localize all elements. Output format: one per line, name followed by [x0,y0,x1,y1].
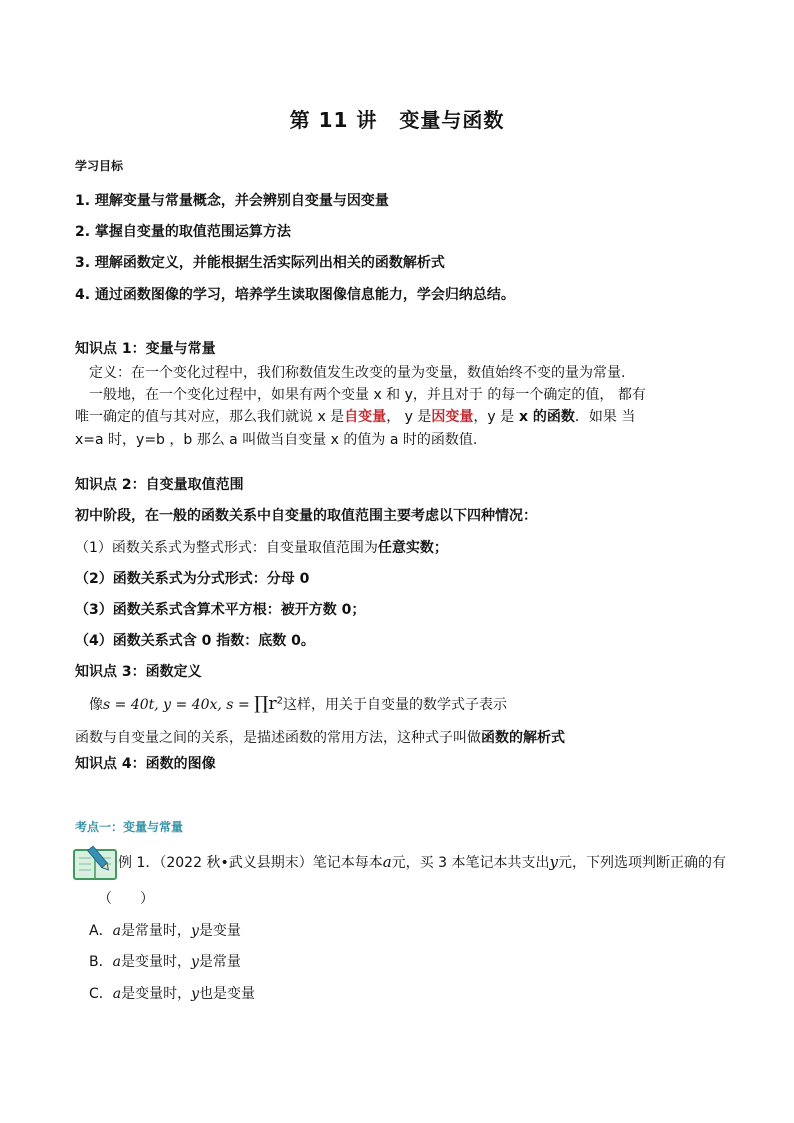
kp3-formula-r: r [268,694,277,714]
option-text: 是变量 [198,923,241,939]
kp2-item: （4）函数关系式含 0 指数：底数 0。 [75,633,315,649]
answer-parentheses: （ ） [98,891,154,907]
kp1-text: ， y 是 [386,409,432,425]
var-y: y [549,853,558,871]
kp3-text: 这样，用关于自变量的数学式子表示 [282,697,507,713]
option-text: 是变量时， [121,986,192,1002]
var-a: a [112,954,121,970]
var-a: a [112,923,121,939]
kp4-heading: 知识点 4：函数的图像 [75,756,216,772]
goals-heading: 学习目标 [75,159,124,173]
kp2-intro: 初中阶段，在一般的函数关系中自变量的取值范围主要考虑以下四种情况： [75,508,537,524]
analytic-expression-term: 函数的解析式 [481,730,565,746]
var-y: y [191,986,200,1002]
kp2-item: （2）函数关系式为分式形式：分母 0 [75,571,310,587]
kp1-line2: 一般地，在一个变化过程中，如果有两个变量 x 和 y，并且对于 的每一个确定的值， 都有 [89,387,646,403]
page-title [0,104,794,133]
function-term: x 的函数 [514,409,575,425]
kp2-item [75,537,448,557]
option-text: 是变量时， [120,954,191,970]
option-label: A． [89,923,113,939]
kp2-item: （3）函数关系式含算术平方根：被开方数 0； [75,602,366,618]
kp3-text: 像 [89,697,103,713]
kp2-item-text: ； [433,540,448,556]
option-a[interactable] [89,920,241,940]
dependent-variable-term: 因变量 [431,409,474,425]
kp1-text: ，y 是 [473,409,515,425]
kp3-formula-exponent: 2 [276,695,283,707]
option-label: B． [89,954,113,970]
var-y: y [190,923,199,939]
lesson-number: 第 11 讲 [289,108,378,132]
example-text: 元，买 3 本笔记本共支出 [391,855,550,871]
option-b[interactable] [89,951,241,971]
option-c[interactable] [89,983,255,1003]
kp1-text: ．如果 当 [574,409,636,425]
kp1-line4: x=a 时，y=b ，b 那么 a 叫做当自变量 x 的值为 a 时的函数值. [75,432,478,448]
kp2-heading: 知识点 2：自变量取值范围 [75,477,244,493]
goal-item: 4. 通过函数图像的学习，培养学生读取图像信息能力，学会归纳总结。 [75,287,515,303]
lesson-topic: 变量与函数 [399,108,505,132]
goal-item: 1. 理解变量与常量概念，并会辨别自变量与因变量 [75,193,389,209]
goal-item: 2. 掌握自变量的取值范围运算方法 [75,224,291,240]
kp2-item-text: （1）函数关系式为整式形式：自变量取值范围为 [75,540,378,556]
option-text: 也是变量 [199,986,256,1002]
kp3-formula: s = 40t, y = 40x, s = [103,697,255,713]
option-text: 是常量 [198,954,241,970]
var-a: a [112,986,122,1002]
var-a: a [382,853,392,871]
example-text: 元，下列选项判断正确的有 [557,855,726,871]
example-label: 例 1． [118,855,160,871]
notebook-pen-icon [72,842,120,882]
goal-item: 3. 理解函数定义，并能根据生活实际列出相关的函数解析式 [75,255,445,271]
kp1-line3 [75,406,635,426]
var-y: y [190,954,199,970]
example-question [118,852,726,872]
kp1-text: 唯一确定的值与其对应，那么我们就说 x 是 [75,409,345,425]
exam-point-heading: 考点一：变量与常量 [75,820,184,834]
kp1-heading: 知识点 1：变量与常量 [75,341,216,357]
kp3-line2 [75,727,565,747]
kp3-heading: 知识点 3：函数定义 [75,664,202,680]
example-text: （2022 秋•武义县期末）笔记本每本 [159,855,383,871]
kp3-formula-prod: ∏ [254,693,269,714]
option-text: 是常量时， [120,923,191,939]
independent-variable-term: 自变量 [344,409,387,425]
kp2-item-emphasis: 任意实数 [377,540,434,556]
kp1-definition: 定义：在一个变化过程中，我们称数值发生改变的量为变量，数值始终不变的量为常量. [89,365,626,381]
kp3-text: 函数与自变量之间的关系，是描述函数的常用方法，这种式子叫做 [75,730,481,746]
option-label: C． [89,986,113,1002]
kp3-line1 [89,693,507,714]
